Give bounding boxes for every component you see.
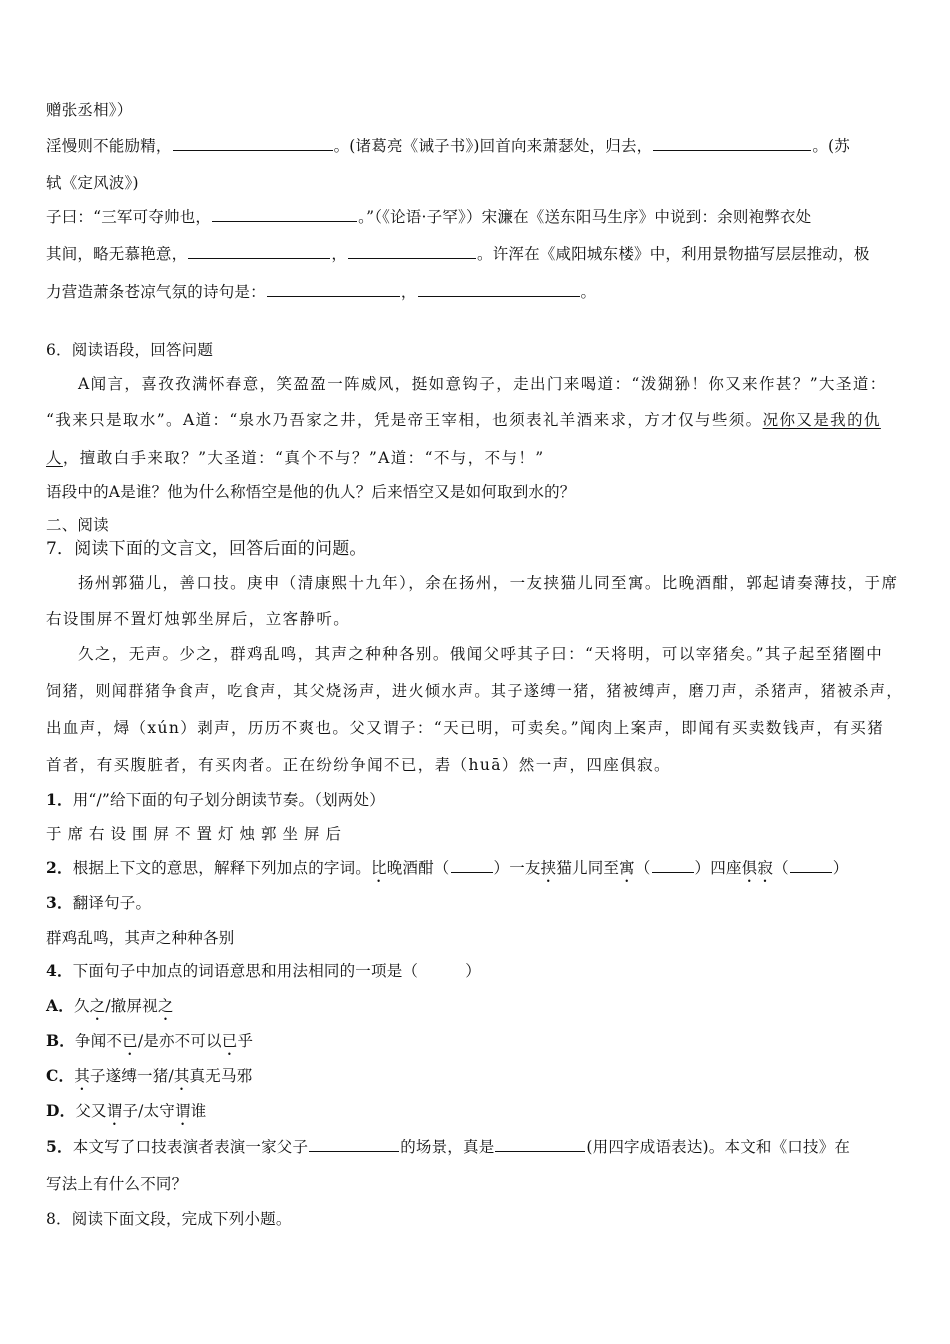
dotted-word: 比 [371, 859, 387, 877]
q5-text: 力营造萧条苍凉气氛的诗句是： [46, 283, 266, 301]
dotted-word: 挟 [540, 859, 557, 877]
q5-line-3 [46, 171, 910, 195]
q6-passage-line-1: A闻言，喜孜孜满怀春意，笑盈盈一阵威风，挺如意钩子，走出门来喝道：“泼猢狲！你又来作甚？”大圣道： [78, 375, 887, 393]
option-d[interactable] [46, 1099, 910, 1129]
q5-text: 赠张丞相》） [46, 101, 133, 119]
option-text: 谁 [190, 1102, 207, 1120]
subq-text: (用四字成语表达)。本文和《口技》在 [586, 1138, 851, 1156]
subq-2 [46, 856, 910, 886]
subq-number: 5． [46, 1137, 73, 1156]
dotted-word: 之 [157, 997, 174, 1015]
dotted-word: 之 [89, 997, 106, 1015]
q6-question: 语段中的A是谁？他为什么称悟空是他的仇人？后来悟空又是如何取到水的？ [46, 483, 576, 501]
q5-line-4 [46, 205, 910, 229]
fill-blank[interactable] [652, 857, 694, 873]
subq-text: （ [634, 859, 651, 877]
subq-1 [46, 788, 910, 812]
q5-text: 子曰：“三军可夺帅也， [46, 208, 212, 226]
q6-passage-line-2 [46, 408, 910, 432]
dotted-word: 寂 [757, 859, 774, 877]
option-text: 真无马邪 [189, 1067, 253, 1085]
subq-text: 下面句子中加点的词语意思和用法相同的一项是（ ） [72, 962, 481, 980]
q6-title: 6．阅读语段，回答问题 [46, 341, 214, 359]
dotted-word: 已 [122, 1032, 138, 1050]
subq-1-sentence: 于席右设围屏不置灯烛郭坐屏后 [46, 825, 348, 843]
q5-text: 。(苏 [812, 137, 851, 155]
dotted-word: 已 [221, 1032, 238, 1050]
q6-underlined-text: 况你又是我的仇 [762, 411, 881, 429]
q5-text: ， [400, 283, 417, 301]
option-text: 子遂缚一猪/ [89, 1067, 174, 1085]
option-label: D． [46, 1101, 76, 1120]
q7-title: 7．阅读下面的文言文，回答后面的问题。 [46, 539, 367, 559]
subq-text: 本文写了口技表演者表演一家父子 [72, 1138, 309, 1156]
fill-blank[interactable] [653, 135, 811, 151]
option-text: 父又 [75, 1102, 107, 1120]
subq-4 [46, 959, 910, 983]
subq-text: 猫儿同至 [556, 859, 620, 877]
q5-line-1 [46, 98, 910, 122]
q5-text: ， [331, 245, 348, 263]
q7-passage-line-2: 右设围屏不置灯烛郭坐屏后，立客静听。 [46, 610, 351, 628]
q7-passage-line-5: 出血声，燖（xún）剥声，历历不爽也。父又谓子：“天已明，可卖矣。”闻肉上案声，即闻有买卖数钱声，有买猪 [46, 719, 885, 737]
subq-3-sentence: 群鸡乱鸣，其声之种种各别 [46, 929, 235, 947]
fill-blank[interactable] [212, 206, 357, 222]
q5-text: 淫慢则不能励精， [46, 137, 172, 155]
q8-title: 8．阅读下面文段，完成下列小题。 [46, 1210, 292, 1228]
fill-blank[interactable] [309, 1136, 399, 1152]
subq-5 [46, 1135, 910, 1159]
option-a[interactable] [46, 994, 910, 1024]
q7-passage-line-4: 饲猪，则闻群猪争食声，吃食声，其父烧汤声，进火倾水声。其子遂缚一猪，猪被缚声，磨刀声，杀猪声，猪被杀声， [46, 682, 903, 700]
q5-text: 。许浑在《咸阳城东楼》中，利用景物描写层层推动，极 [477, 245, 870, 263]
fill-blank[interactable] [348, 243, 476, 259]
q5-line-5 [46, 242, 910, 266]
q5-text: 其间，略无慕艳意， [46, 245, 188, 263]
q5-text: 。”（《论语·子罕》）宋濂在《送东阳马生序》中说到：余则袍弊衣处 [358, 208, 812, 226]
subq-number: 1． [46, 790, 73, 809]
option-b[interactable] [46, 1029, 910, 1059]
subq-text: ）一友 [493, 859, 541, 877]
option-text: 久 [73, 997, 90, 1015]
q5-line-2 [46, 134, 910, 158]
dotted-word: 谓 [106, 1102, 123, 1120]
subq-text: 根据上下文的意思，解释下列加点的字词。 [72, 859, 371, 877]
q6-passage-text: ，擅敢白手来取？”大圣道：“真个不与？”A道：“不与，不与！” [62, 449, 545, 467]
dotted-word: 寓 [619, 859, 635, 877]
subq-text: （ [773, 859, 789, 877]
dotted-word: 俱 [741, 859, 758, 877]
subq-text: 的场景，真是 [400, 1138, 495, 1156]
fill-blank[interactable] [418, 281, 580, 297]
q6-passage-text: “我来只是取水”。A道：“泉水乃吾家之井，凭是帝王宰相，也须表礼羊酒来求，方才仅与些须。 [46, 411, 763, 429]
option-label: C． [46, 1066, 75, 1085]
subq-3 [46, 891, 910, 915]
subq-text: ）四座 [694, 859, 742, 877]
subq-text: 晚酒酣（ [386, 859, 450, 877]
option-text: 乎 [237, 1032, 254, 1050]
option-c[interactable] [46, 1064, 910, 1094]
option-text: /是亦不可以 [137, 1032, 222, 1050]
subq-text: ） [832, 859, 849, 877]
q7-passage-line-1: 扬州郭猫儿，善口技。庚申（清康熙十九年），余在扬州，一友挟猫儿同至寓。比晚酒酣，郭起请奏薄技，于席 [78, 574, 899, 592]
fill-blank[interactable] [173, 135, 333, 151]
option-label: B． [46, 1031, 76, 1050]
q6-passage-line-3 [46, 446, 910, 470]
subq-text: 用“/”给下面的句子划分朗读节奏。（划两处） [72, 791, 385, 809]
subq-number: 3． [46, 893, 73, 912]
subq-number: 2． [46, 858, 73, 877]
subq-5-line-2: 写法上有什么不同？ [46, 1175, 188, 1193]
q5-text: 。(诸葛亮《诫子书》)回首向来萧瑟处，归去， [333, 137, 653, 155]
option-label: A． [46, 996, 74, 1015]
option-text: 争闻不 [75, 1032, 123, 1050]
dotted-word: 其 [173, 1067, 190, 1085]
option-text: /撤屏视 [105, 997, 158, 1015]
fill-blank[interactable] [790, 857, 832, 873]
dotted-word: 谓 [174, 1102, 191, 1120]
fill-blank[interactable] [188, 243, 330, 259]
fill-blank[interactable] [451, 857, 493, 873]
q5-text: 。 [580, 283, 597, 301]
subq-text: 翻译句子。 [72, 894, 152, 912]
fill-blank[interactable] [495, 1136, 585, 1152]
subq-number: 4． [46, 961, 73, 980]
q6-underlined-text: 人 [46, 449, 63, 467]
q7-passage-line-3: 久之，无声。少之，群鸡乱鸣，其声之种种各别。俄闻父呼其子曰：“天将明，可以宰猪矣。”其子起至猪圈中 [78, 645, 884, 663]
option-text: 子/太守 [122, 1102, 175, 1120]
dotted-word: 其 [74, 1067, 90, 1085]
q7-passage-line-6: 首者，有买腹脏者，有买肉者。正在纷纷争闻不已，砉（huā）然一声，四座俱寂。 [46, 756, 671, 774]
section-heading: 二、阅读 [46, 516, 109, 534]
q5-text: 轼《定风波》) [46, 174, 139, 192]
fill-blank[interactable] [267, 281, 400, 297]
q5-line-6 [46, 280, 910, 304]
